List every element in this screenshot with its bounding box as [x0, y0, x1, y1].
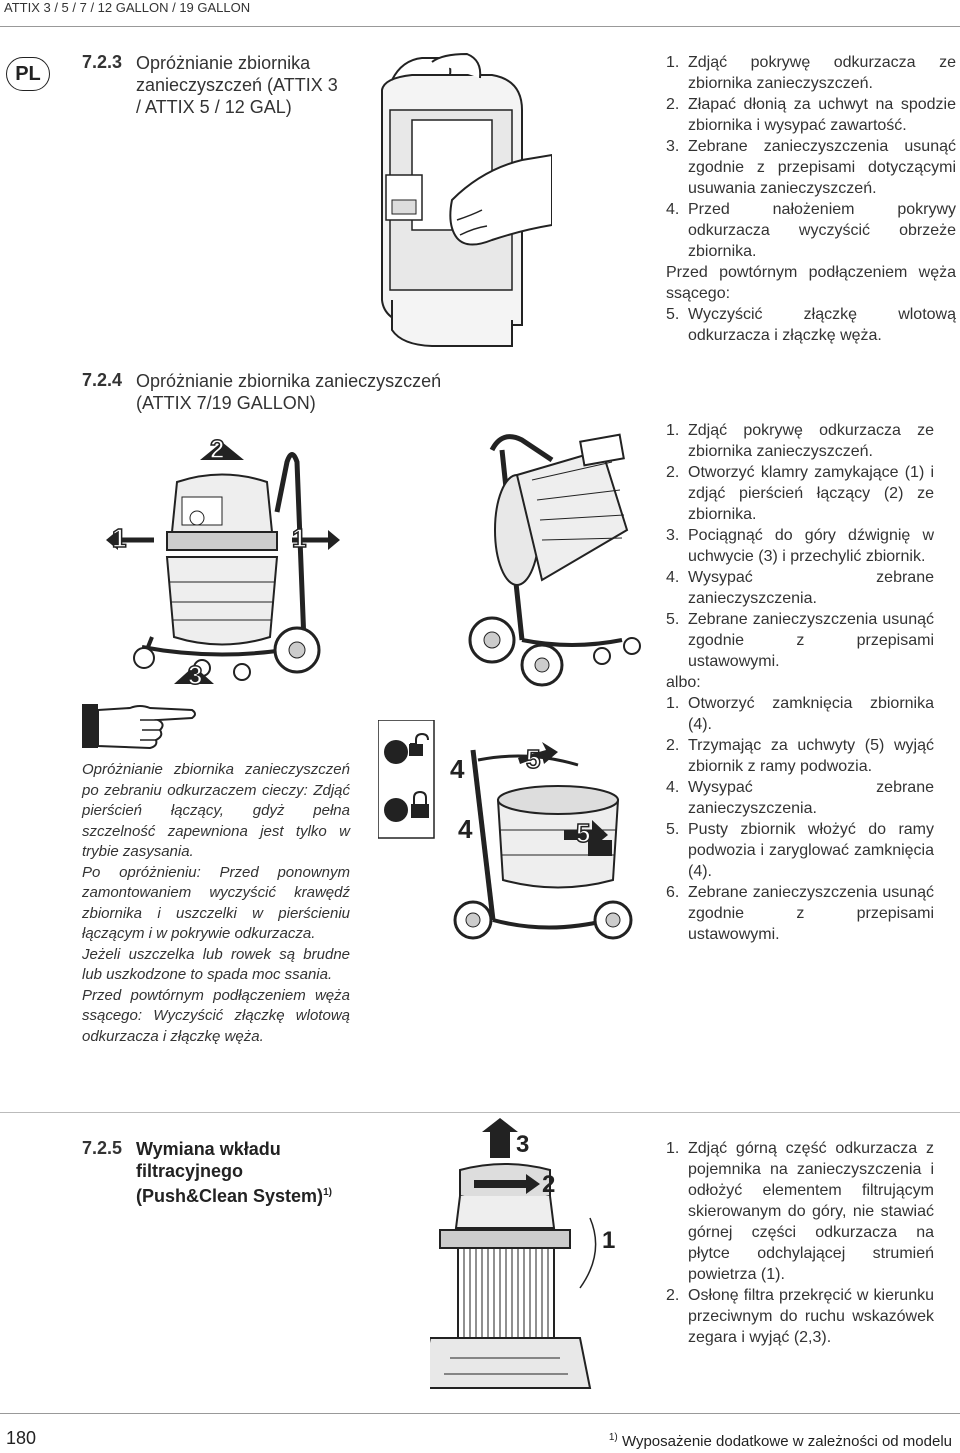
- note-paragraph: Przed powtórnym podłączeniem węża ssącego: Wyczyścić złączkę wlotową odkurzacza i złączkę węża.: [82, 986, 350, 1045]
- callout-label: 2: [210, 434, 225, 464]
- callout-label: 3: [188, 660, 203, 690]
- note-paragraph: Opróżnianie zbiornika zanieczyszczeń po zebraniu odkurzaczem cieczy: Zdjąć pierścień łączący, gdyż pełna szczelność zapewniona jest tylko w trybie zasysania.: [82, 761, 350, 860]
- footnote-ref: 1): [323, 1187, 332, 1198]
- title-line: Opróżnianie zbiornika zanieczyszczeń: [136, 371, 442, 391]
- step-item: 4. Wysypać zebrane zanieczyszczenia.: [666, 779, 934, 817]
- section-724-title: [136, 370, 496, 414]
- step-item: 2. Otworzyć klamry zamykające (1) i zdjąć pierścień łączący (2) ze zbiornika.: [666, 464, 934, 523]
- step-note: Przed powtórnym podłączeniem węża ssącego:: [666, 264, 956, 302]
- callout-label: 3: [516, 1131, 530, 1158]
- callout-label: 1: [602, 1227, 616, 1254]
- page-number: 180: [6, 1428, 37, 1448]
- callout-label: 1: [292, 523, 307, 553]
- callout-label: 4: [450, 754, 465, 784]
- title-line: (Push&Clean System)$^{1)}$: [136, 1186, 332, 1206]
- callout-label: 5: [576, 818, 591, 848]
- callout-label: 5: [526, 744, 541, 774]
- page-header: ATTIX 3 / 5 / 7 / 12 GALLON / 19 GALLON: [4, 0, 251, 15]
- footnote-marker: 1): [608, 1432, 618, 1443]
- footer-rule: [0, 1413, 960, 1414]
- figure-hand-emptying-tank: [372, 50, 552, 350]
- title-line: zanieczyszczeń (ATTIX 3: [136, 75, 338, 95]
- title-line: filtracyjnego: [136, 1161, 244, 1181]
- title-line: Wymiana wkładu: [136, 1139, 281, 1159]
- section-724-steps: [666, 420, 934, 945]
- figure-tilted-tank: [462, 420, 652, 700]
- figure-filter-removal: [430, 1118, 640, 1408]
- pointing-hand-icon: [80, 702, 200, 752]
- section-725-number: 7.2.5: [82, 1138, 123, 1158]
- step-label: albo:: [666, 674, 701, 691]
- section-725-title: [136, 1138, 386, 1207]
- step-item: 2. Trzymając za uchwyty (5) wyjąć zbiornik z ramy podwozia.: [666, 737, 934, 775]
- step-item: 1. Zdjąć górną część odkurzacza z pojemnika na zanieczyszczenia i odłożyć elementem filtrującym skierowanym do góry, nie stawiać górnej części odkurzacza na płytce odchylającej strumień powietrza (1).: [666, 1140, 934, 1283]
- footnote-text: Wyposażenie dodatkowe w zależności od modelu: [621, 1433, 952, 1450]
- step-item: 5. Pusty zbiornik włożyć do ramy podwozia i zaryglować zamknięcia (4).: [666, 821, 934, 880]
- step-item: 4. Wysypać zebrane zanieczyszczenia.: [666, 569, 934, 607]
- section-723-title: [136, 52, 366, 118]
- title-line: (ATTIX 7/19 GALLON): [136, 393, 316, 413]
- section-725-steps: [666, 1138, 934, 1348]
- section-723-number: 7.2.3: [82, 52, 123, 72]
- note-paragraph: Po opróżnieniu: Przed ponownym zamontowaniem wyczyścić krawędź zbiornika i uszczelki w pierścieniu łączącym i w pokrywie odkurzacza.: [82, 863, 350, 942]
- latch-inset-frame: [378, 720, 434, 838]
- callout-label: 4: [458, 814, 473, 844]
- section-724-note: [82, 760, 350, 1047]
- title-line: / ATTIX 5 / 12 GAL): [136, 97, 292, 117]
- step-item: 5. Zebrane zanieczyszczenia usunąć zgodnie z przepisami ustawowymi.: [666, 611, 934, 670]
- figure-trolley-vacuum: [82, 422, 362, 692]
- step-item: 6. Zebrane zanieczyszczenia usunąć zgodnie z przepisami ustawowymi.: [666, 884, 934, 943]
- title-line: Opróżnianie zbiornika: [136, 53, 311, 73]
- step-item: 1. Zdjąć pokrywę odkurzacza ze zbiornika zanieczyszczeń.: [666, 54, 956, 92]
- step-item: 1. Otworzyć zamknięcia zbiornika (4).: [666, 695, 934, 733]
- section-divider: [0, 1112, 960, 1113]
- callout-label: 1: [112, 523, 127, 553]
- step-item: 3. Zebrane zanieczyszczenia usunąć zgodnie z przepisami dotyczącymi usuwania zanieczyszczeń.: [666, 138, 956, 197]
- step-item: 4. Przed nałożeniem pokrywy odkurzacza wyczyścić obrzeże zbiornika.: [666, 201, 956, 260]
- section-723-steps: [666, 52, 956, 346]
- figure-tank-latches: [378, 720, 648, 960]
- step-item: 2. Złapać dłonią za uchwyt na spodzie zbiornika i wysypać zawartość.: [666, 96, 956, 134]
- step-item: 2. Osłonę filtra przekręcić w kierunku przeciwnym do ruchu wskazówek zegara i wyjąć (2,3).: [666, 1287, 934, 1346]
- section-724-number: 7.2.4: [82, 370, 123, 390]
- language-badge: PL: [6, 57, 50, 91]
- callout-label: 2: [542, 1171, 556, 1198]
- step-item: 1. Zdjąć pokrywę odkurzacza ze zbiornika zanieczyszczeń.: [666, 422, 934, 460]
- footnote: [609, 1432, 952, 1450]
- step-item: 3. Pociągnąć do góry dźwignię w uchwycie (3) i przechylić zbiornik.: [666, 527, 934, 565]
- header-rule: [0, 26, 960, 27]
- step-item: 5. Wyczyścić złączkę wlotową odkurzacza i złączkę węża.: [666, 306, 956, 344]
- note-paragraph: Jeżeli uszczelka lub rowek są brudne lub uszkodzone to spada moc ssania.: [82, 945, 350, 983]
